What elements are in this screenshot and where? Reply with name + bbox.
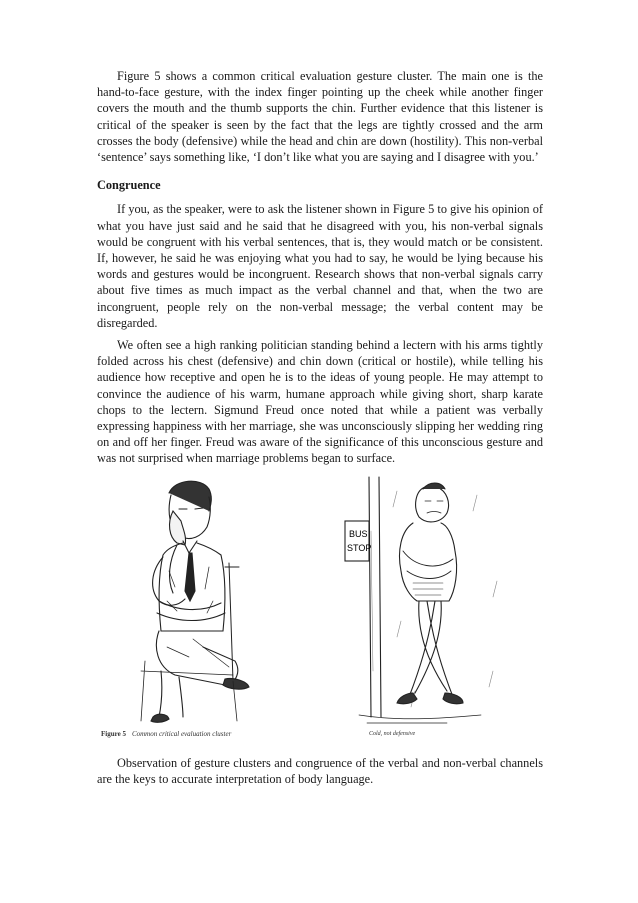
paragraph-congruence-2: We often see a high ranking politician standing behind a lectern with his arms tightly folded across his chest (defensive) and chin down (critical or hostile), while telling his audience how receptive and open he is to the ideas of young people. He may attempt to convince the audience of his warm, humane approach while giving short, sharp karate chops to the lectern. Sigmund Freud once noted that while a patient was verbally expressing happiness with her marriage, she was unconsciously slipping her wedding ring on and off her finger. Freud was aware of the significance of this unconscious gesture and was not surprised when marriage problems began to surface. bbox=[97, 338, 543, 466]
paragraph-congruence-1: If you, as the speaker, were to ask the listener shown in Figure 5 to give his opinion of what you have just said and he said that he disagreed with you, his non-verbal signals would be congruent with his verbal sentences, that is, they would match or be consistent. If, however, he said he was enjoying what you had to say, he would be lying because his words and gestures would be incongruent. Research shows that non-verbal signals carry about five times as much impact as the verbal channel and that, when the two are incongruent, people rely on the non-verbal message; the verbal content may be disregarded. bbox=[97, 202, 543, 330]
figure-caption bbox=[101, 726, 231, 742]
paragraph-figure5-description: Figure 5 shows a common critical evaluation gesture cluster. The main one is the hand-to-face gesture, with the index finger pointing up the cheek while another finger covers the mouth and the thumb supports the chin. Further evidence that this listener is critical of the speaker is seen by the fact that the legs are tightly crossed and the arm crosses the body (defensive) while the head and chin are down (hostility). This non-verbal ‘sentence’ says something like, ‘I don’t like what you are saying and I disagree with you.’ bbox=[97, 69, 543, 165]
figure-illustrations bbox=[97, 471, 543, 743]
figure-right-caption: Cold, not defensive bbox=[369, 730, 416, 737]
figure-caption-label: Figure 5 bbox=[101, 729, 126, 738]
page-content bbox=[97, 68, 543, 787]
figure-caption-text: Common critical evaluation cluster bbox=[131, 729, 232, 738]
section-heading-congruence: Congruence bbox=[97, 178, 161, 193]
paragraph-closing: Observation of gesture clusters and congruence of the verbal and non-verbal channels are the keys to accurate interpretation of body language. bbox=[97, 755, 543, 786]
bus-sign-line1: BUS bbox=[349, 528, 368, 539]
bus-sign-line2: STOP bbox=[347, 542, 372, 553]
bus-stop-illustration bbox=[345, 477, 497, 723]
seated-man-illustration bbox=[141, 481, 249, 722]
figure-sketch bbox=[97, 471, 543, 743]
